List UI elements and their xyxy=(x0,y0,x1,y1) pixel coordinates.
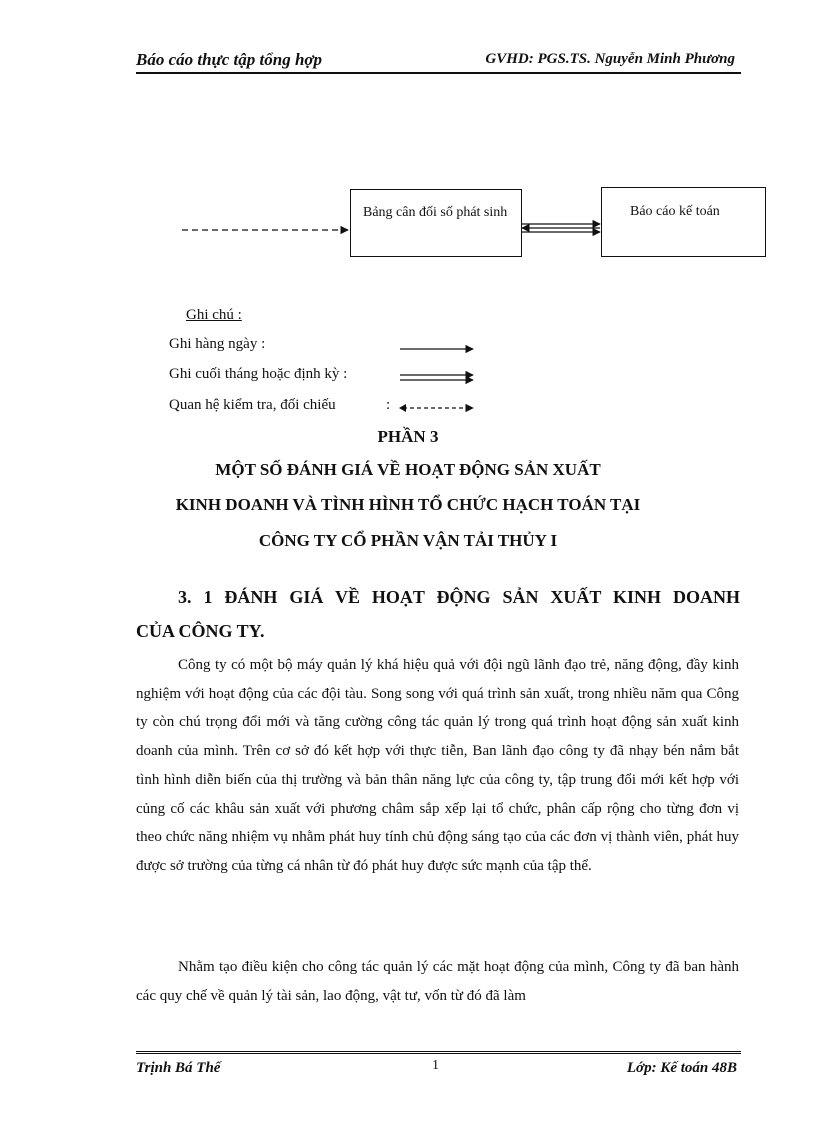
legend-line-samples xyxy=(395,338,485,418)
legend-periodic-label: Ghi cuối tháng hoặc định kỳ : xyxy=(169,366,348,382)
part-title-line-1: MỘT SỐ ĐÁNH GIÁ VỀ HOẠT ĐỘNG SẢN XUẤT xyxy=(215,460,601,479)
footer-author: Trịnh Bá Thế xyxy=(136,1060,221,1076)
part-title-line-2: KINH DOANH VÀ TÌNH HÌNH TỔ CHỨC HẠCH TOÁN TẠI xyxy=(175,495,641,514)
legend-daily-label: Ghi hàng ngày : xyxy=(169,336,266,352)
page-number: 1 xyxy=(432,1058,439,1073)
subsection-heading-line-2: CỦA CÔNG TY. xyxy=(136,621,265,641)
legend-dashed-arrow-back xyxy=(399,404,406,412)
body-paragraph-2: Nhằm tạo điều kiện cho công tác quản lý các mặt hoạt động của mình, Công ty đã ban hành các quy chế về quản lý tài sản, lao động, vật tư, vốn từ đó đã làm xyxy=(136,959,739,1004)
legend-crosscheck-label: Quan hệ kiểm tra, đối chiếu xyxy=(169,397,336,413)
box-accounting-report-label: Báo cáo kế toán xyxy=(630,204,720,219)
subsection-heading-line-1: 3. 1 ĐÁNH GIÁ VỀ HOẠT ĐỘNG SẢN XUẤT KINH DOANH xyxy=(178,587,740,607)
box-trial-balance-label: Bảng cân đối số phát sinh xyxy=(363,205,508,220)
part-heading: PHẦN 3 xyxy=(377,427,439,446)
legend-crosscheck-colon: : xyxy=(386,397,391,413)
legend-title: Ghi chú : xyxy=(186,307,242,323)
footer-class: Lớp: Kế toán 48B xyxy=(626,1060,737,1076)
box-trial-balance xyxy=(350,189,522,257)
body-paragraph-1: Công ty có một bộ máy quản lý khá hiệu quả với đội ngũ lãnh đạo trẻ, năng động, đầy kinh nghiệm với hoạt động của các đội tàu. Song song với quá trình sản xuất, trong nhiều năm qua Công ty còn chú trọng đổi mới và tăng cường công tác quản lý trong quá trình hoạt động sản xuất kinh doanh của mình. Trên cơ sở đó kết hợp với thực tiễn, Ban lãnh đạo công ty đã nhạy bén nắm bắt tình hình diễn biến của thị trường và bản thân năng lực của công ty, tập trung đổi mới kết hợp với củng cố các khâu sản xuất với phương châm sắp xếp lại tổ chức, phân cấp rộng cho từng đơn vị theo chức năng nhiệm vụ nhằm phát huy tính chủ động sáng tạo của các đơn vị thành viên, phát huy được sở trường của từng cá nhân từ đó phát huy được sức mạnh của tập thể. xyxy=(136,657,739,874)
page-header xyxy=(136,48,741,74)
page-footer xyxy=(136,1051,741,1076)
header-supervisor: GVHD: PGS.TS. Nguyễn Minh Phương xyxy=(485,51,735,67)
part-title-line-3: CÔNG TY CỔ PHẦN VẬN TẢI THỦY I xyxy=(258,531,558,550)
box-accounting-report xyxy=(601,187,766,257)
header-title: Báo cáo thực tập tổng hợp xyxy=(136,50,323,69)
